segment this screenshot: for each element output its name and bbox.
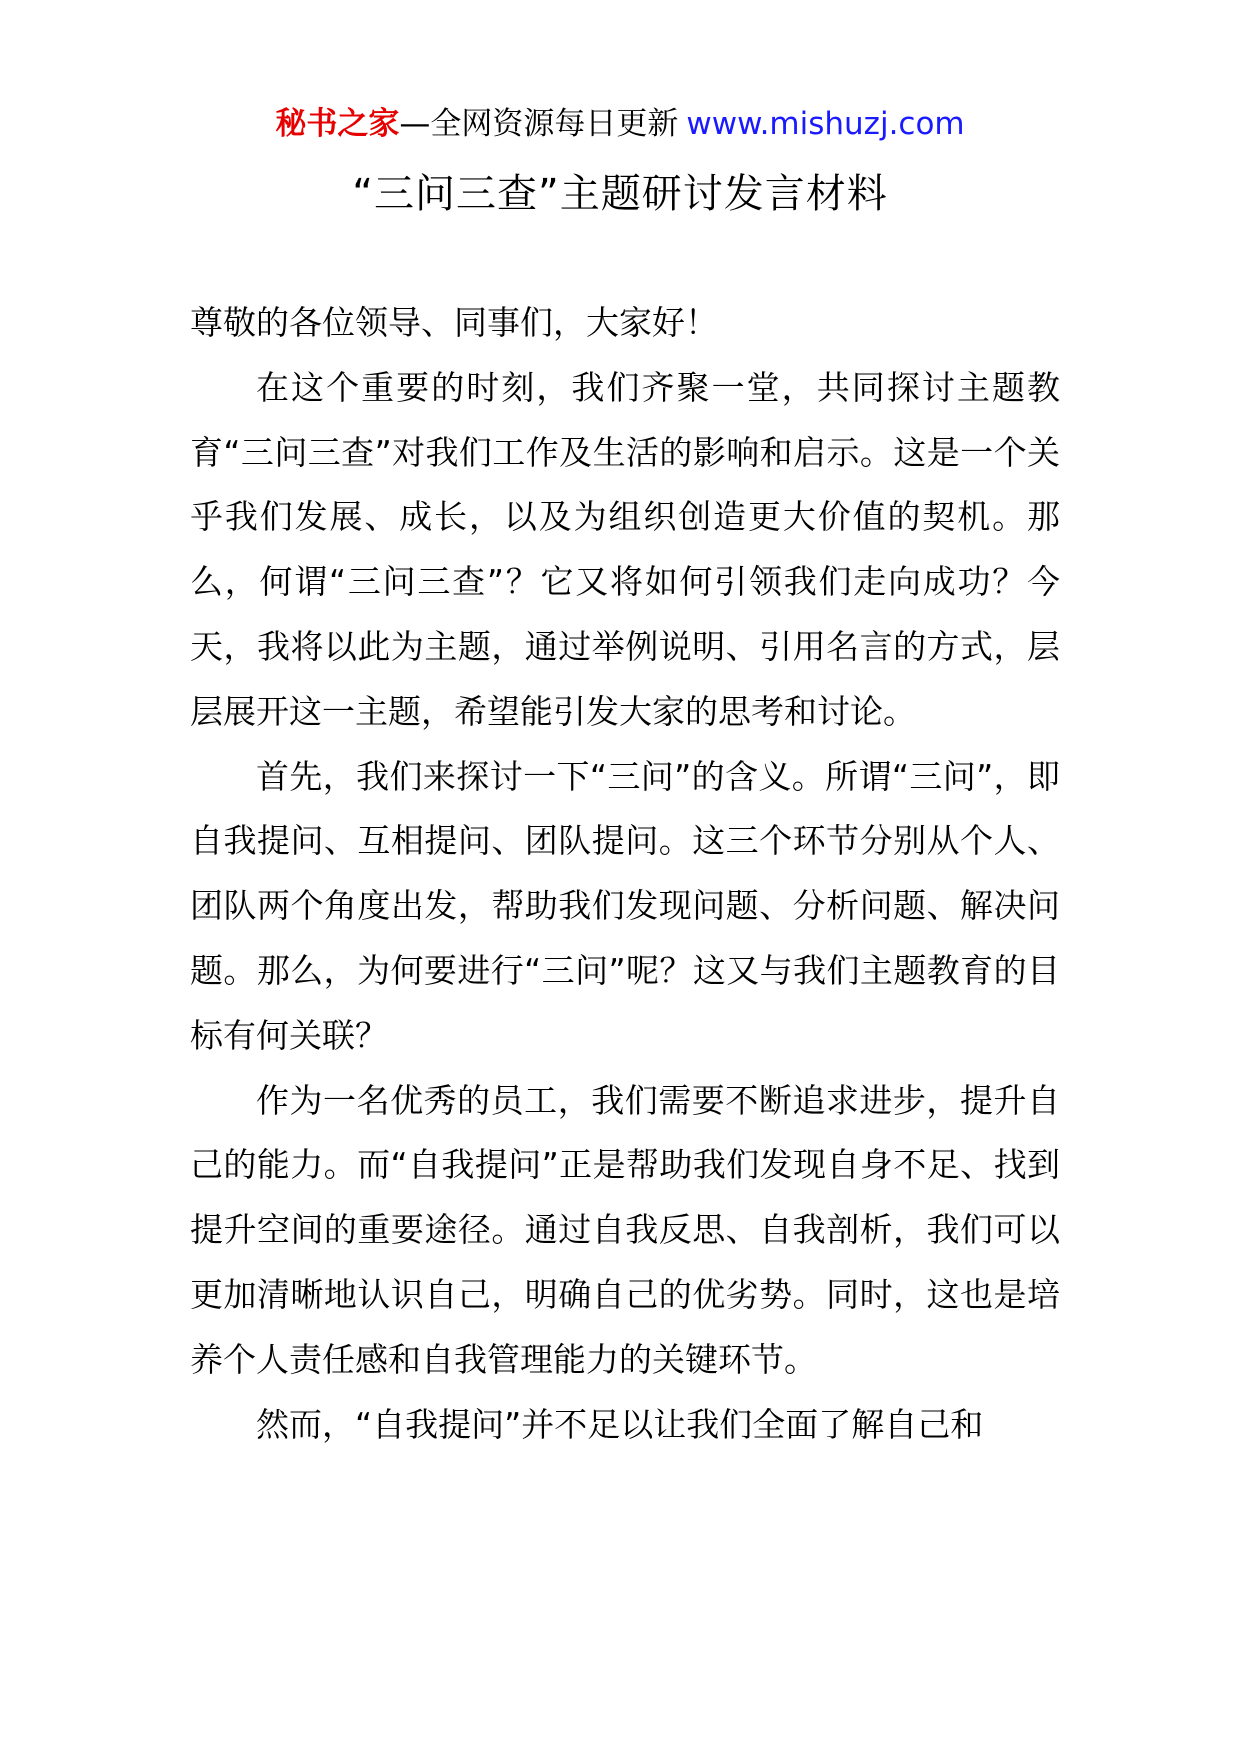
document-body [190,291,1060,1457]
site-header [0,102,1240,146]
brand-name: 秘书之家 [275,106,400,142]
paragraph-intro: 在这个重要的时刻，我们齐聚一堂，共同探讨主题教育“三问三查”对我们工作及生活的影响和启示。这是一个关乎我们发展、成长，以及为组织创造更大价值的契机。那么，何谓“三问三查”？它又将如何引领我们走向成功？今天，我将以此为主题，通过举例说明、引用名言的方式，层层展开这一主题，希望能引发大家的思考和讨论。 [190,367,1060,731]
paragraph-however: 然而，“自我提问”并不足以让我们全面了解自己和 [256,1404,984,1444]
document-title: “三问三查”主题研讨发言材料 [352,171,888,217]
paragraph-three-questions: 首先，我们来探讨一下“三问”的含义。所谓“三问”，即自我提问、互相提问、团队提问。这三个环节分别从个人、团队两个角度出发，帮助我们发现问题、分析问题、解决问题。那么，为何要进行“三问”呢？这又与我们主题教育的目标有何关联？ [190,756,1060,1055]
site-url-link[interactable]: www.mishuzj.com [686,106,965,142]
salutation: 尊敬的各位领导、同事们，大家好！ [190,303,718,342]
paragraph-self-questioning: 作为一名优秀的员工，我们需要不断追求进步，提升自己的能力。而“自我提问”正是帮助我们发现自身不足、找到提升空间的重要途径。通过自我反思、自我剖析，我们可以更加清晰地认识自己，明确自己的优劣势。同时，这也是培养个人责任感和自我管理能力的关键环节。 [190,1080,1060,1379]
brand-slogan: —全网资源每日更新 [399,106,679,142]
